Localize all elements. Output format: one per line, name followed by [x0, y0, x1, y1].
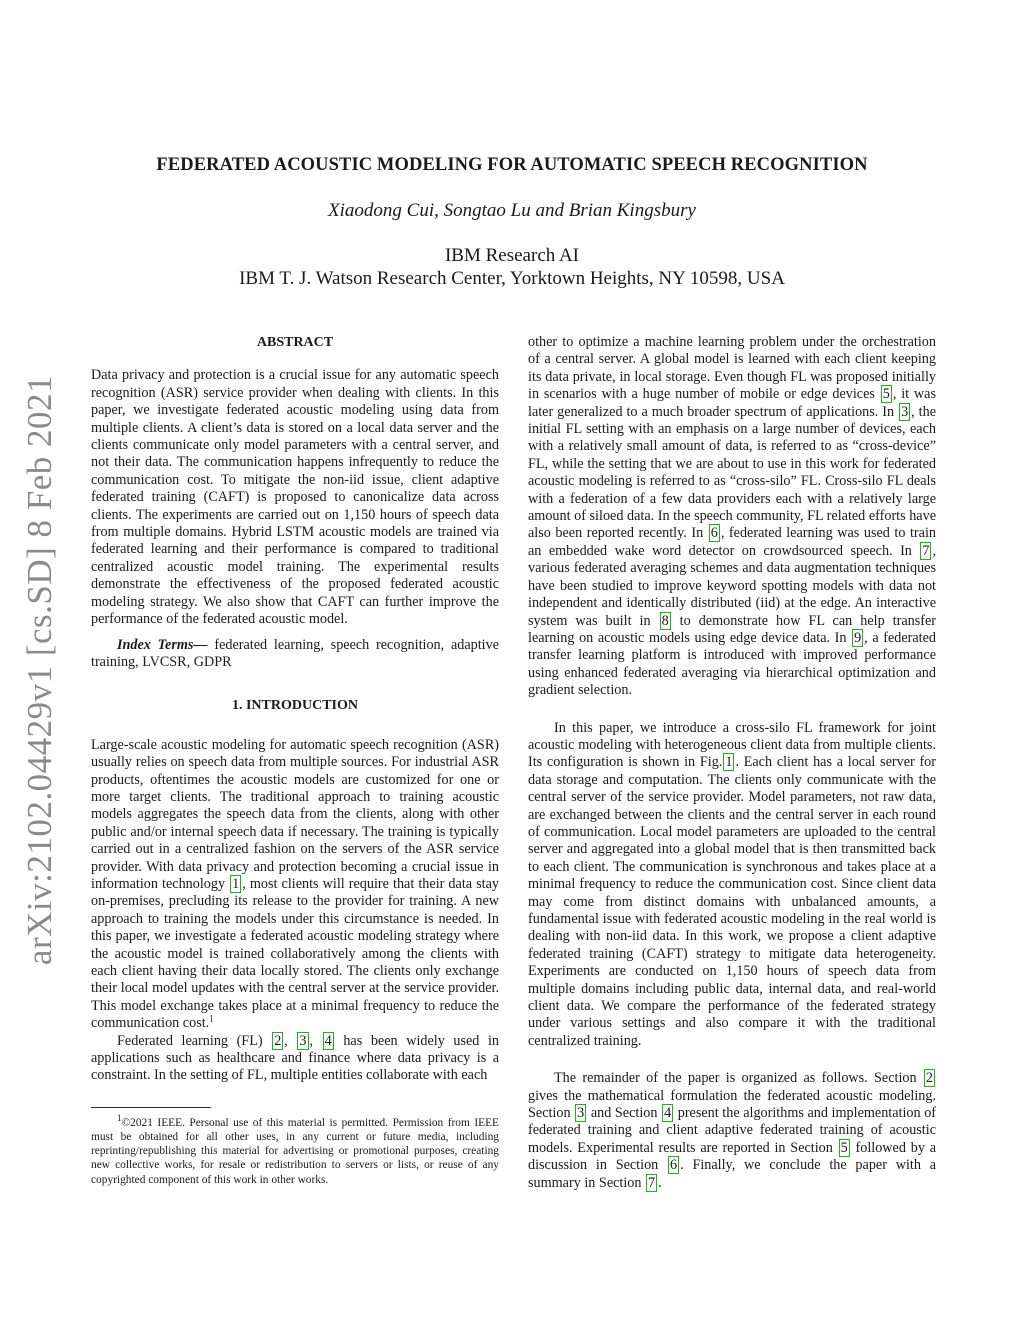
intro-text: , a federated transfer learning platform is introduced with improved performance using enhanced federated averaging via hierarchical optimization and gradient selection.: [528, 629, 936, 699]
section-link[interactable]: 4: [664, 1105, 672, 1122]
footnote-divider: [91, 1107, 211, 1108]
section-link[interactable]: 6: [670, 1157, 678, 1174]
citation-link[interactable]: 9: [854, 629, 862, 646]
intro-text: followed by a discussion in Section: [528, 1139, 936, 1174]
index-terms-text: federated learning, speech recognition, adaptive training, LVCSR, GDPR: [91, 636, 500, 670]
index-terms: [91, 637, 499, 672]
intro-text: .: [658, 1174, 662, 1191]
citation-link[interactable]: 7: [922, 542, 930, 559]
intro-text: , various federated averaging schemes and data augmentation techniques have been studied to improve keyword spotting models with data not independent and identically distributed (iid) at the edge. An interactive system was built in: [528, 542, 936, 629]
intro-text: , most clients will require that their data stay on-premises, precluding its release to the provider for training. A new approach to training the models under this circumstance is needed. In this paper, we investigate a federated acoustic modeling strategy where the acoustic model is trained collaboratively among the clients with each client having their data locally stored. The clients only exchange their local model updates with the central server at the service provider. This model exchange takes place at a minimal frequency to reduce the communication cost.: [91, 875, 499, 1032]
citation-link[interactable]: 4: [324, 1032, 332, 1049]
intro-text: present the algorithms and implementation of federated training and client adaptive federated training of acoustic models. Experimental results are reported in Section: [528, 1105, 937, 1156]
footnote-number: 1: [117, 1113, 122, 1124]
paper-title: FEDERATED ACOUSTIC MODELING FOR AUTOMATIC SPEECH RECOGNITION: [156, 155, 868, 175]
intro-text: . Each client has a local server for data storage and computation. The clients only communicate with the central server of the service provider. Model parameters, not raw data, are exchanged between the clients and the central server in each round of communication. Local model parameters are uploaded to the central server and aggregated into a global model that is then transmitted back to each client. The communication is synchronous and takes place at a minimal frequency to reduce the communication cost. Since client data may come from distinct domains with unbalanced amounts, a fundamental issue with federated acoustic modeling in the real world is dealing with non-iid data. In this work, we propose a client adaptive federated training (CAFT) strategy to mitigate data heterogeneity. Experiments are conducted on 1,150 hours of speech data from multiple domains including public data, internal data, and real-world client data. We compare the performance of the federated strategy under various settings and also compare it with the traditional centralized training.: [528, 754, 937, 1049]
copyright-footnote: [91, 1113, 499, 1187]
citation-link[interactable]: 1: [232, 875, 240, 892]
citation-link[interactable]: 8: [661, 612, 669, 629]
introduction-heading: 1. INTRODUCTION: [231, 698, 358, 714]
intro-text: and Section: [587, 1105, 662, 1122]
citation-link[interactable]: 6: [710, 525, 718, 542]
arxiv-id: arXiv:2102.04429v1 [cs.SD] 8 Feb 2021: [20, 374, 59, 966]
section-link[interactable]: 2: [925, 1070, 933, 1087]
intro-paragraph-2-start: Federated learning (FL) 2 , 3 , 4 has been widely used in applications such as healthcare and finance where data privacy is a constraint. In the setting of FL, multiple entities collaborate with each: [91, 1032, 500, 1084]
footnote-marker[interactable]: 1: [209, 1013, 214, 1024]
intro-text: Large-scale acoustic modeling for automatic speech recognition (ASR) usually relies on speech data from multiple sources. For industrial ASR products, oftentimes the acoustic models are customized for one or more target clients. The traditional approach to training acoustic models aggregates the speech data from the clients, along with other public and/or internal speech data if necessary. The training is typically carried out in a centralized fashion on the servers of the ASR service provider. With data privacy and protection becoming a crucial issue in information technology: [91, 736, 499, 892]
intro-text: Federated learning (FL): [117, 1032, 272, 1049]
abstract-heading: ABSTRACT: [256, 335, 334, 350]
intro-text: The remainder of the paper is organized as follows. Section: [554, 1070, 923, 1087]
intro-paragraph-4: [528, 1070, 936, 1192]
affiliation-address: IBM T. J. Watson Research Center, Yorktown Heights, NY 10598, USA: [239, 268, 785, 289]
intro-text: In this paper, we introduce a cross-silo FL framework for joint acoustic modeling with heterogeneous client data from multiple clients. Its configuration is shown in Fig.: [528, 719, 936, 771]
citation-link[interactable]: 5: [882, 386, 890, 403]
section-link[interactable]: 7: [648, 1174, 656, 1191]
citation-link[interactable]: 3: [299, 1032, 307, 1049]
intro-text: , federated learning was used to train an embedded wake word detector on crowdsourced speech. In: [528, 525, 936, 559]
intro-text: to demonstrate how FL can help transfer learning on acoustic models using edge device data. In: [528, 612, 936, 646]
section-link[interactable]: 5: [840, 1139, 848, 1156]
intro-text: , the initial FL setting with an emphasis on a large number of devices, each with a relatively small amount of data, is referred to as “cross-device” FL, while the setting that we are about to use in this work for federated acoustic modeling is referred to as “cross-silo” FL. Cross-silo FL deals with a federation of a few data providers each with a relatively large amount of siloed data. In the speech community, FL related efforts have also been reported recently. In: [528, 403, 936, 542]
intro-text: other to optimize a machine learning problem under the orchestration of a central server. A global model is learned with each client keeping its data private, in local storage. Even though FL was proposed initially in scenarios with a huge number of mobile or edge devices: [528, 334, 936, 403]
affiliation-org: IBM Research AI: [444, 245, 580, 266]
figure-link[interactable]: 1: [725, 754, 733, 771]
abstract-body: Data privacy and protection is a crucial issue for any automatic speech recognition (ASR) service provider when dealing with clients. In this paper, we investigate federated acoustic modeling using data from multiple clients. A client’s data is stored on a local data server and the clients communicate only model parameters with a central server, and not their data. The communication happens infrequently to reduce the communication cost. To mitigate the non-iid issue, client adaptive federated training (CAFT) is proposed to canonicalize data across clients. The experiments are carried out on 1,150 hours of speech data from multiple domains. Hybrid LSTM acoustic models are trained via federated learning and their performance is compared to traditional centralized acoustic model training. The experimental results demonstrate the effectiveness of the proposed federated acoustic modeling strategy. We also show that CAFT can further improve the performance of the federated acoustic model.: [91, 367, 499, 628]
intro-text: . Finally, we conclude the paper with a summary in Section: [528, 1157, 936, 1191]
right-column: [528, 334, 936, 1192]
intro-paragraph-3: [528, 720, 936, 1051]
left-column: [91, 334, 499, 1187]
intro-paragraph-1: [91, 737, 499, 1033]
citation-link[interactable]: 2: [274, 1032, 282, 1049]
intro-text: gives the mathematical formulation the federated acoustic modeling. Section: [528, 1087, 936, 1122]
citation-link[interactable]: 3: [901, 403, 909, 420]
index-terms-label: Index Terms—: [117, 636, 208, 653]
intro-text: , it was later generalized to a much broader spectrum of applications. In: [528, 386, 936, 420]
footnote-text: ©2021 IEEE. Personal use of this material is permitted. Permission from IEEE must be obtained for all other uses, in any current or future media, including reprinting/republishing this material for advertising or promotional purposes, creating new collective works, for resale or redistribution to servers or lists, or reuse of any copyrighted component of this work in other works.: [91, 1116, 499, 1186]
arxiv-identifier-stamp: [10, 370, 70, 970]
intro-paragraph-2-continued: [528, 334, 936, 700]
intro-text: has been widely used in applications such as healthcare and finance where data privacy is a constraint. In the setting of FL, multiple entities collaborate with each: [91, 1032, 500, 1084]
section-link[interactable]: 3: [577, 1105, 585, 1122]
author-list: Xiaodong Cui, Songtao Lu and Brian Kingsbury: [328, 200, 696, 221]
